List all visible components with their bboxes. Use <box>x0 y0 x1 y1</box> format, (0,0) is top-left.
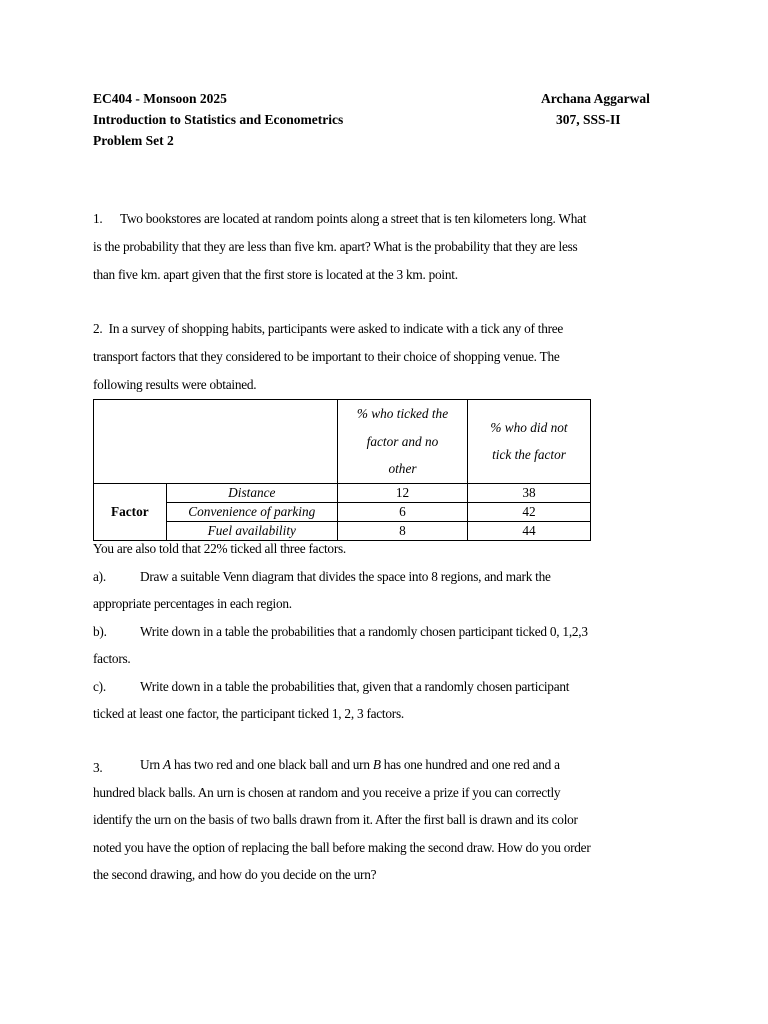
course-header <box>93 88 343 151</box>
question-number: 1. <box>93 211 103 226</box>
part-c-line: c). Write down in a table the probabilities that, given that a randomly chosen participant <box>93 673 678 701</box>
question-line: 2. In a survey of shopping habits, participants were asked to indicate with a tick any of three <box>93 321 564 336</box>
table-cell: 42 <box>468 502 591 521</box>
table-cell: 12 <box>338 483 468 502</box>
table-row <box>94 483 591 502</box>
part-label: a). <box>93 568 106 584</box>
col-header-not-ticked: % who did not tick the factor <box>468 400 591 484</box>
part-b-line: factors. <box>93 651 131 666</box>
part-a-line: a). Draw a suitable Venn diagram that divides the space into 8 regions, and mark the <box>93 563 678 591</box>
question-line: is the probability that they are less than five km. apart? What is the probability that they are less <box>93 239 578 254</box>
part-c-line: ticked at least one factor, the participant ticked 1, 2, 3 factors. <box>93 706 404 721</box>
question-line: hundred black balls. An urn is chosen at random and you receive a prize if you can correctly <box>93 784 561 800</box>
course-title: Introduction to Statistics and Econometrics <box>93 112 344 127</box>
question-number: 2. <box>93 321 103 336</box>
col-header-ticked-only: % who ticked the factor and no other <box>338 400 468 484</box>
course-code: EC404 - Monsoon 2025 <box>93 91 227 106</box>
urn-b-label: B <box>372 757 381 772</box>
table-row <box>94 502 591 521</box>
question-line: 3. Urn A has two red and one black ball and urn B has one hundred and one red and a <box>93 751 678 779</box>
table-cell: 38 <box>468 483 591 502</box>
instructor-office: 307, SSS-II <box>556 112 621 127</box>
part-label: c). <box>93 678 106 694</box>
question-2-parts <box>93 535 678 728</box>
table-cell: 44 <box>468 521 591 540</box>
factor-name: Convenience of parking <box>166 502 337 521</box>
factor-name: Fuel availability <box>166 521 337 540</box>
question-3 <box>93 751 678 889</box>
survey-table <box>93 399 591 541</box>
question-2 <box>93 315 678 399</box>
question-line: the second drawing, and how do you decide on the urn? <box>93 867 377 882</box>
table-header-row <box>94 400 591 484</box>
row-group-label: Factor <box>94 483 167 540</box>
part-b-line: b). Write down in a table the probabilities that a randomly chosen participant ticked 0, 1,2,3 <box>93 618 678 646</box>
table-cell: 6 <box>338 502 468 521</box>
table-corner-cell <box>94 400 338 484</box>
part-label: b). <box>93 623 107 639</box>
question-line: following results were obtained. <box>93 377 257 392</box>
question-number: 3. <box>93 760 103 775</box>
question-line: noted you have the option of replacing the ball before making the second draw. How do you order <box>93 839 591 855</box>
factor-name: Distance <box>166 483 337 502</box>
question-line: than five km. apart given that the first store is located at the 3 km. point. <box>93 267 458 282</box>
question-note: You are also told that 22% ticked all three factors. <box>93 541 346 556</box>
question-line: identify the urn on the basis of two balls drawn from it. After the first ball is drawn and its color <box>93 812 578 827</box>
question-line: transport factors that they considered to be important to their choice of shopping venue. The <box>93 349 560 364</box>
urn-a-label: A <box>163 757 171 772</box>
question-line: 1. Two bookstores are located at random points along a street that is ten kilometers long. What <box>93 205 678 233</box>
part-a-line: appropriate percentages in each region. <box>93 596 292 611</box>
table-cell: 8 <box>338 521 468 540</box>
problem-set-title: Problem Set 2 <box>93 133 174 148</box>
instructor-name: Archana Aggarwal <box>541 91 650 106</box>
instructor-header <box>541 88 650 130</box>
question-1 <box>93 205 678 289</box>
